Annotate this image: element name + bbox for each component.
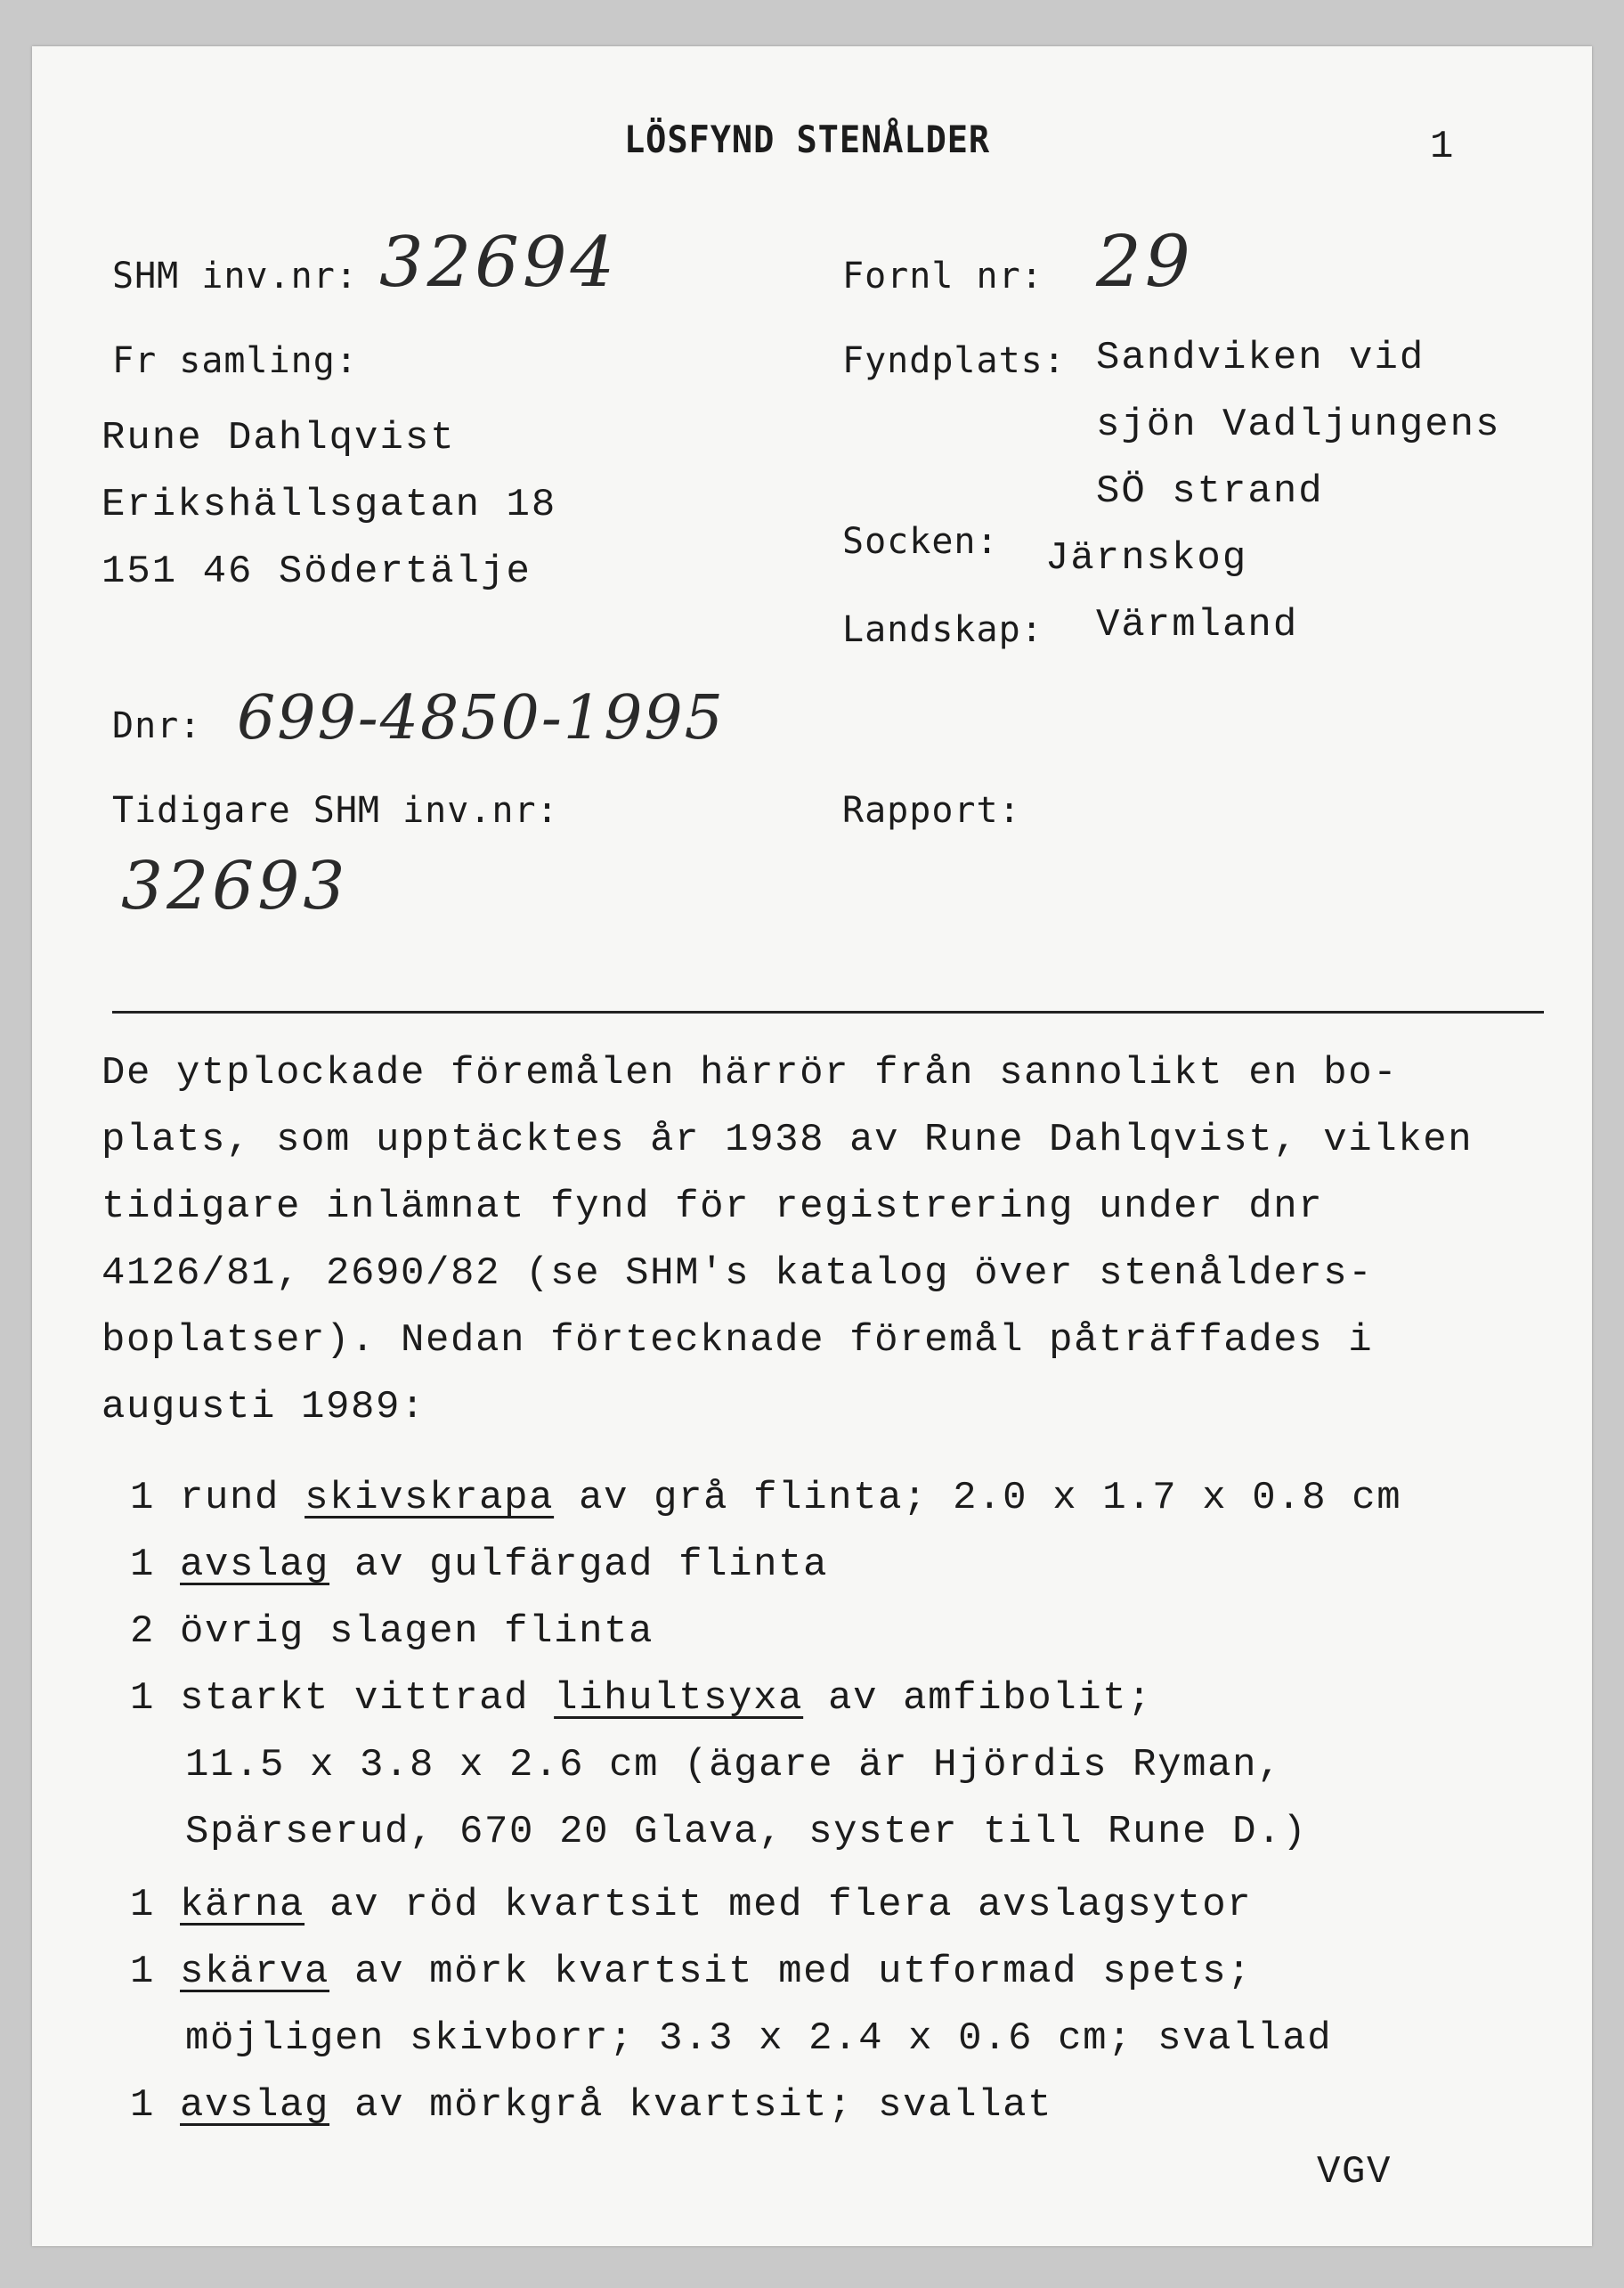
landskap-label: Landskap: bbox=[842, 609, 1043, 650]
item-pre: rund bbox=[180, 1476, 305, 1520]
list-item bbox=[130, 1883, 1252, 1927]
item-qty: 1 bbox=[130, 1883, 156, 1927]
item-qty: 1 bbox=[130, 1476, 156, 1520]
description-line: plats, som upptäcktes år 1938 av Rune Dahlqvist, vilken bbox=[102, 1118, 1474, 1162]
list-item bbox=[130, 1676, 1152, 1721]
item-qty: 1 bbox=[130, 1676, 156, 1721]
list-item bbox=[130, 1950, 1252, 1994]
fornl-value: 29 bbox=[1096, 220, 1194, 303]
item-term: skivskrapa bbox=[304, 1476, 555, 1520]
landskap-value: Värmland bbox=[1096, 603, 1299, 647]
fornl-label: Fornl nr: bbox=[842, 256, 1043, 297]
dnr-value: 699-4850-1995 bbox=[237, 683, 725, 753]
description-line: 4126/81, 2690/82 (se SHM's katalog över stenålders- bbox=[102, 1251, 1374, 1296]
item-post: av grå flinta; 2.0 x 1.7 x 0.8 cm bbox=[554, 1476, 1402, 1520]
item-pre: starkt vittrad bbox=[180, 1676, 555, 1721]
item-pre: 11.5 x 3.8 x 2.6 cm (ägare är Hjördis Ryman, bbox=[185, 1743, 1283, 1787]
item-term: avslag bbox=[180, 1543, 330, 1587]
item-term: avslag bbox=[180, 2083, 330, 2128]
list-item-continuation bbox=[185, 1810, 1307, 1854]
list-item bbox=[130, 1609, 654, 1654]
description-line: augusti 1989: bbox=[102, 1385, 426, 1429]
item-post: av amfibolit; bbox=[803, 1676, 1153, 1721]
prev-inv-label: Tidigare SHM inv.nr: bbox=[112, 790, 559, 831]
item-qty: 1 bbox=[130, 1543, 156, 1587]
socken-value: Järnskog bbox=[1045, 536, 1248, 581]
item-post: av mörk kvartsit med utformad spets; bbox=[329, 1950, 1253, 1994]
item-pre: möjligen skivborr; 3.3 x 2.4 x 0.6 cm; svallad bbox=[185, 2016, 1333, 2061]
item-pre: Spärserud, 670 20 Glava, syster till Rune D.) bbox=[185, 1810, 1308, 1854]
socken-label: Socken: bbox=[842, 521, 999, 562]
list-item bbox=[130, 1543, 828, 1587]
item-qty: 2 bbox=[130, 1609, 156, 1654]
list-item-continuation bbox=[185, 1743, 1282, 1787]
item-post: av mörkgrå kvartsit; svallat bbox=[329, 2083, 1053, 2128]
address-city: 151 46 Södertälje bbox=[102, 550, 532, 594]
prev-inv-value: 32693 bbox=[121, 848, 349, 924]
description-line: De ytplockade föremålen härrör från sannolikt en bo- bbox=[102, 1051, 1399, 1095]
item-term: skärva bbox=[180, 1950, 330, 1994]
description-line: boplatser). Nedan förtecknade föremål påträffades i bbox=[102, 1318, 1374, 1363]
item-post: av röd kvartsit med flera avslagsytor bbox=[304, 1883, 1253, 1927]
rapport-label: Rapport: bbox=[842, 790, 1021, 831]
page-number: 1 bbox=[1430, 125, 1454, 169]
card-title: LÖSFYND STENÅLDER bbox=[624, 118, 991, 161]
fyndplats-line-3: SÖ strand bbox=[1096, 469, 1324, 514]
item-term: lihultsyxa bbox=[554, 1676, 804, 1721]
signature: VGV bbox=[1317, 2150, 1393, 2194]
samling-label: Fr samling: bbox=[112, 340, 358, 381]
shm-inv-label: SHM inv.nr: bbox=[112, 256, 358, 297]
description-line: tidigare inlämnat fynd för registrering under dnr bbox=[102, 1185, 1324, 1229]
item-qty: 1 bbox=[130, 1950, 156, 1994]
item-post: av gulfärgad flinta bbox=[329, 1543, 829, 1587]
address-name: Rune Dahlqvist bbox=[102, 416, 456, 460]
fyndplats-line-2: sjön Vadljungens bbox=[1096, 403, 1501, 447]
list-item-continuation bbox=[185, 2016, 1332, 2061]
address-street: Erikshällsgatan 18 bbox=[102, 483, 557, 527]
fyndplats-line-1: Sandviken vid bbox=[1096, 336, 1425, 380]
shm-inv-value: 32694 bbox=[379, 223, 619, 303]
dnr-label: Dnr: bbox=[112, 705, 202, 746]
catalog-card bbox=[32, 46, 1592, 2246]
list-item bbox=[130, 2083, 1052, 2128]
list-item bbox=[130, 1476, 1401, 1520]
item-pre: övrig slagen flinta bbox=[180, 1609, 654, 1654]
fyndplats-label: Fyndplats: bbox=[842, 340, 1066, 381]
item-term: kärna bbox=[180, 1883, 305, 1927]
item-qty: 1 bbox=[130, 2083, 156, 2128]
divider-line bbox=[112, 1011, 1544, 1014]
